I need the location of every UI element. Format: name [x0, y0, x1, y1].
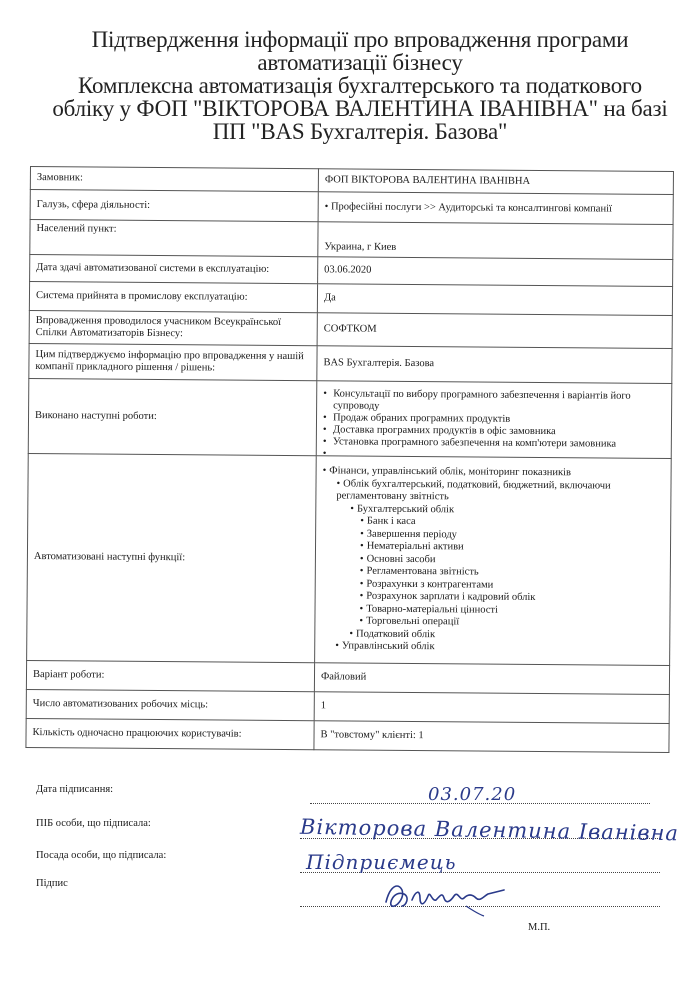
bullet-icon: • [322, 465, 327, 477]
signing-date-handwritten: 03.07.20 [428, 784, 517, 805]
bullet-icon: • [349, 628, 354, 640]
title-line-5: ПП "BAS Бухгалтерія. Базова" [212, 119, 508, 144]
signature-label: Підпис [36, 878, 68, 889]
bullet-icon: • [336, 478, 341, 490]
function-text: Завершення періоду [366, 528, 458, 541]
list-item [321, 641, 663, 656]
customer-label: Замовник: [30, 167, 318, 192]
function-text: Товарно-матеріальні цінності [366, 603, 499, 616]
users-label: Кількість одночасно працюючих користувачів: [26, 718, 314, 749]
table-row-solution [29, 343, 672, 383]
list-item: • Установка програмного забезпечення на комп'ютери замовника [323, 436, 665, 451]
date-value: 03.06.2020 [318, 257, 673, 287]
function-text: Торговельні операції [366, 615, 460, 628]
list-item: • Консультації по вибору програмного забезпечення і варіантів його супроводу [323, 388, 665, 415]
signer-position-handwritten: Підприємець [306, 850, 457, 874]
functions-list [321, 466, 664, 656]
title-line-4: обліку у ФОП "ВІКТОРОВА ВАЛЕНТИНА ІВАНІВНА" на базі [52, 96, 668, 121]
bullet-icon: • [360, 515, 364, 527]
function-text: Облік бухгалтерський, податковий, бюджетний, включаючи регламентовану звітність [336, 478, 611, 503]
signer-name-label: ПІБ особи, що підписала: [36, 818, 151, 829]
table-row-works [28, 378, 672, 458]
works-label: Виконано наступні роботи: [28, 378, 317, 455]
list-item [322, 478, 664, 506]
bullet-icon: • [359, 540, 364, 552]
city-label: Населений пункт: [30, 220, 318, 257]
industry-label: Галузь, сфера діяльності: [30, 190, 318, 222]
function-text: Бухгалтерський облік [356, 503, 455, 516]
implementer-value: СОФТКОМ [317, 313, 672, 349]
bullet-icon: • [359, 553, 364, 565]
functions-cell [315, 456, 672, 666]
signing-date-label: Дата підписання: [36, 784, 114, 795]
table-row-city [30, 220, 673, 260]
workplaces-value: 1 [314, 692, 669, 724]
table-row-functions [27, 453, 672, 665]
function-text: Нематеріальні активи [366, 540, 464, 553]
workplaces-label: Число автоматизованих робочих місць: [26, 689, 314, 720]
industry-value: • Професійні послуги >> Аудиторські та консалтингові компанії [318, 192, 673, 225]
accepted-label: Система прийнята в промислову експлуатацію: [29, 282, 317, 313]
solution-value: BAS Бухгалтерія. Базова [317, 346, 672, 384]
document-title [40, 28, 680, 143]
solution-label: Цим підтверджуємо інформацію про впровадження у нашій компанії прикладного рішення / рішень: [29, 343, 317, 380]
table-row-users [26, 718, 669, 752]
function-text: Банк і каса [366, 515, 416, 528]
title-line-1: Підтвердження інформації про впровадження програми [91, 27, 629, 52]
bullet-icon: • [359, 565, 364, 577]
list-item: • Продаж обраних програмних продуктів [323, 412, 665, 427]
mode-value: Файловий [314, 663, 669, 695]
function-text: Розрахунок зарплати і кадровий облік [366, 590, 536, 604]
bullet-icon: • [359, 590, 364, 602]
works-list [323, 388, 665, 451]
mode-label: Варіант роботи: [26, 660, 314, 691]
function-text: Фінанси, управлінський облік, моніторинг показників [329, 465, 571, 479]
city-value: Украина, г Киев [318, 222, 673, 260]
handwritten-signature-icon [380, 876, 510, 920]
works-cell [316, 381, 672, 459]
info-table [25, 166, 674, 753]
title-line-3: Комплексна автоматизація бухгалтерського та податкового [78, 73, 642, 98]
function-text: Регламентована звітність [366, 565, 479, 578]
bullet-icon: • [359, 615, 364, 627]
customer-value: ФОП ВІКТОРОВА ВАЛЕНТИНА ІВАНІВНА [318, 169, 673, 195]
functions-label: Автоматизовані наступні функції: [27, 453, 317, 662]
title-line-2: автоматизації бізнесу [257, 50, 463, 75]
table-row-implementer [29, 310, 672, 348]
bullet-icon: • [360, 528, 364, 540]
function-text: Податковий облік [355, 628, 436, 640]
list-item: • Доставка програмних продуктів в офіс замовника [323, 424, 665, 439]
signer-name-handwritten: Вікторова Валентина Іванівна [299, 814, 680, 846]
bullet-icon: • [359, 603, 364, 615]
function-text: Управлінський облік [341, 640, 435, 653]
date-label: Дата здачі автоматизованої системи в експлуатацію: [30, 255, 318, 284]
function-text: Основні засоби [366, 553, 436, 565]
bullet-icon: • [359, 578, 364, 590]
bullet-icon: • [350, 503, 355, 515]
stamp-place-label: М.П. [528, 922, 551, 933]
function-text: Розрахунки з контрагентами [366, 578, 494, 591]
accepted-value: Да [317, 284, 672, 316]
users-value: В "товстому" клієнті: 1 [314, 721, 669, 753]
signer-position-label: Посада особи, що підписала: [36, 850, 167, 861]
implementer-label: Впровадження проводилося учасником Всеукраїнської Спілки Автоматизаторів Бізнесу: [29, 310, 317, 345]
bullet-icon: • [335, 640, 339, 652]
